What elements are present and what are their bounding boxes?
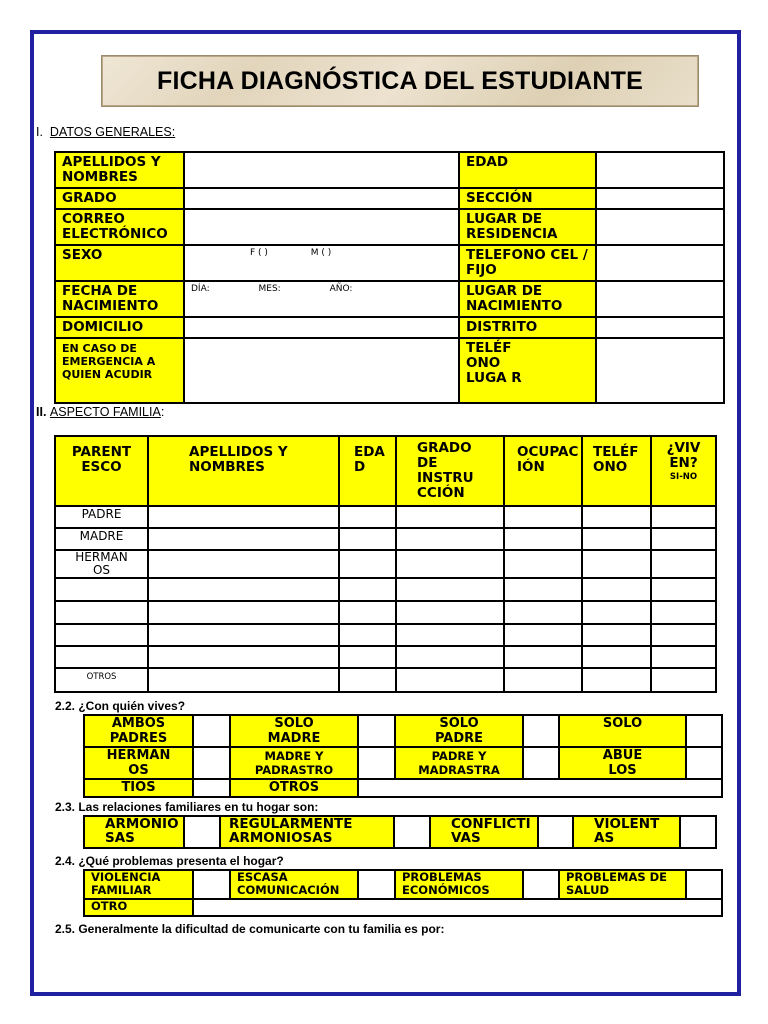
checkbox-problemas-economicos[interactable] — [523, 870, 559, 899]
dia-label: DÍA: — [191, 284, 210, 294]
cell[interactable] — [504, 601, 582, 624]
label-edad: EDAD — [459, 152, 596, 188]
page-title: FICHA DIAGNÓSTICA DEL ESTUDIANTE — [156, 66, 644, 95]
header-viven-sub: SI-NO — [669, 472, 698, 482]
row-label-blank — [55, 624, 148, 646]
checkbox-abuelos[interactable] — [686, 747, 722, 779]
sexo-m-option[interactable]: M ( ) — [310, 248, 332, 258]
family-table — [54, 435, 717, 693]
option-regularmente-armoniosas: REGULARMENTE ARMONIOSAS — [220, 816, 394, 848]
section-1-label: DATOS GENERALES: — [49, 125, 176, 139]
input-sexo[interactable] — [184, 245, 459, 281]
checkbox-solo-padre[interactable] — [523, 715, 559, 747]
cell[interactable] — [651, 528, 716, 550]
cell[interactable] — [582, 624, 651, 646]
cell[interactable] — [396, 506, 504, 528]
option-padre-madrastra: PADRE Y MADRASTRA — [395, 747, 523, 779]
cell[interactable] — [504, 528, 582, 550]
cell[interactable] — [148, 506, 339, 528]
row-label-blank — [55, 646, 148, 668]
input-apellidos[interactable] — [184, 152, 459, 188]
anio-label: AÑO: — [329, 284, 353, 294]
row-label-padre: PADRE — [55, 506, 148, 528]
cell[interactable] — [339, 624, 396, 646]
input-lugar-residencia[interactable] — [596, 209, 724, 245]
checkbox-violencia-familiar[interactable] — [193, 870, 230, 899]
cell[interactable] — [504, 578, 582, 601]
label-correo: CORREO ELECTRÓNICO — [55, 209, 184, 245]
option-violencia-familiar: VIOLENCIA FAMILIAR — [84, 870, 193, 899]
option-solo: SOLO — [559, 715, 686, 747]
input-lugar-nacimiento[interactable] — [596, 281, 724, 317]
lives-with-table — [83, 714, 723, 798]
q24-label: 2.4. ¿Qué problemas presenta el hogar? — [55, 854, 284, 868]
label-distrito: DISTRITO — [459, 317, 596, 338]
checkbox-problemas-salud[interactable] — [686, 870, 722, 899]
row-label-otros: OTROS — [55, 668, 148, 692]
checkbox-tios[interactable] — [193, 779, 230, 797]
sexo-f-option[interactable]: F ( ) — [250, 248, 268, 258]
checkbox-solo-madre[interactable] — [358, 715, 395, 747]
input-edad[interactable] — [596, 152, 724, 188]
label-fecha-nacimiento: FECHA DE NACIMIENTO — [55, 281, 184, 317]
input-otro[interactable] — [193, 899, 722, 916]
row-label-blank — [55, 601, 148, 624]
header-grado: GRADO DE INSTRU CCIÓN — [396, 436, 504, 506]
cell[interactable] — [651, 668, 716, 692]
input-grado[interactable] — [184, 188, 459, 209]
cell[interactable] — [504, 646, 582, 668]
checkbox-regularmente-armoniosas[interactable] — [394, 816, 430, 848]
label-domicilio: DOMICILIO — [55, 317, 184, 338]
section-2-heading — [36, 405, 164, 419]
q25-label: 2.5. Generalmente la dificultad de comunicarte con tu familia es por: — [55, 922, 445, 936]
option-armoniosas: ARMONIO SAS — [84, 816, 184, 848]
cell[interactable] — [148, 601, 339, 624]
option-otro: OTRO — [84, 899, 193, 916]
option-otros: OTROS — [230, 779, 358, 797]
cell[interactable] — [396, 578, 504, 601]
header-ocupacion: OCUPAC IÓN — [504, 436, 582, 506]
checkbox-hermanos[interactable] — [193, 747, 230, 779]
cell[interactable] — [582, 550, 651, 578]
option-violentas: VIOLENT AS — [573, 816, 680, 848]
input-domicilio[interactable] — [184, 317, 459, 338]
section-2-colon: : — [160, 405, 165, 419]
input-otros[interactable] — [358, 779, 722, 797]
cell[interactable] — [504, 550, 582, 578]
label-grado: GRADO — [55, 188, 184, 209]
checkbox-violentas[interactable] — [680, 816, 716, 848]
cell[interactable] — [148, 528, 339, 550]
cell[interactable] — [582, 646, 651, 668]
cell[interactable] — [339, 528, 396, 550]
cell[interactable] — [339, 646, 396, 668]
label-telef-lugar: TELÉF ONO LUGA R — [466, 340, 522, 386]
cell[interactable] — [148, 668, 339, 692]
checkbox-solo[interactable] — [686, 715, 722, 747]
cell[interactable] — [504, 624, 582, 646]
option-solo-padre: SOLO PADRE — [395, 715, 523, 747]
input-emergencia[interactable] — [184, 338, 459, 403]
general-data-table — [54, 151, 725, 404]
cell[interactable] — [396, 624, 504, 646]
section-2-number: II. — [36, 405, 47, 419]
cell[interactable] — [651, 506, 716, 528]
cell[interactable] — [148, 624, 339, 646]
option-solo-madre: SOLO MADRE — [230, 715, 358, 747]
label-lugar-residencia: LUGAR DE RESIDENCIA — [459, 209, 596, 245]
option-hermanos: HERMAN OS — [84, 747, 193, 779]
cell[interactable] — [339, 601, 396, 624]
label-emergencia: EN CASO DE EMERGENCIA A QUIEN ACUDIR — [55, 338, 184, 403]
cell[interactable] — [582, 506, 651, 528]
cell[interactable] — [339, 668, 396, 692]
option-escasa-comunicacion: ESCASA COMUNICACIÓN — [230, 870, 358, 899]
cell[interactable] — [396, 528, 504, 550]
option-abuelos: ABUE LOS — [559, 747, 686, 779]
cell[interactable] — [651, 550, 716, 578]
section-2-label: ASPECTO FAMILIA — [49, 405, 161, 419]
cell[interactable] — [396, 601, 504, 624]
cell[interactable] — [582, 601, 651, 624]
option-madre-padrastro: MADRE Y PADRASTRO — [230, 747, 358, 779]
header-viven — [651, 436, 716, 506]
input-telefono[interactable] — [596, 245, 724, 281]
cell[interactable] — [396, 646, 504, 668]
option-tios: TIOS — [84, 779, 193, 797]
cell[interactable] — [339, 506, 396, 528]
cell[interactable] — [582, 528, 651, 550]
header-viven-label: ¿VIV EN? — [666, 440, 701, 471]
input-fecha-nacimiento[interactable] — [184, 281, 459, 317]
checkbox-madre-padrastro[interactable] — [358, 747, 395, 779]
input-correo[interactable] — [184, 209, 459, 245]
cell[interactable] — [582, 578, 651, 601]
q22-label: 2.2. ¿Con quién vives? — [55, 699, 186, 713]
header-edad: EDA D — [339, 436, 396, 506]
label-sexo: SEXO — [55, 245, 184, 281]
label-lugar-nacimiento: LUGAR DE NACIMIENTO — [459, 281, 596, 317]
row-label-hermanos: HERMAN OS — [55, 550, 148, 578]
label-telef-lugar-cell — [459, 338, 596, 403]
checkbox-escasa-comunicacion[interactable] — [358, 870, 395, 899]
input-telef-lugar[interactable] — [596, 338, 724, 403]
cell[interactable] — [396, 668, 504, 692]
cell[interactable] — [339, 550, 396, 578]
problems-table — [83, 869, 723, 917]
label-seccion: SECCIÓN — [459, 188, 596, 209]
checkbox-ambos-padres[interactable] — [193, 715, 230, 747]
cell[interactable] — [339, 578, 396, 601]
row-label-madre: MADRE — [55, 528, 148, 550]
cell[interactable] — [148, 578, 339, 601]
q23-label: 2.3. Las relaciones familiares en tu hogar son: — [55, 800, 319, 814]
label-apellidos: APELLIDOS Y NOMBRES — [55, 152, 184, 188]
option-problemas-salud: PROBLEMAS DE SALUD — [559, 870, 686, 899]
row-label-blank — [55, 578, 148, 601]
cell[interactable] — [651, 646, 716, 668]
section-1-number: I. — [36, 125, 43, 139]
cell[interactable] — [651, 601, 716, 624]
cell[interactable] — [148, 550, 339, 578]
cell[interactable] — [582, 668, 651, 692]
header-parentesco: PARENT ESCO — [55, 436, 148, 506]
cell[interactable] — [504, 506, 582, 528]
title-banner — [101, 55, 699, 107]
option-conflictivas: CONFLICTI VAS — [430, 816, 538, 848]
checkbox-padre-madrastra[interactable] — [523, 747, 559, 779]
cell[interactable] — [651, 624, 716, 646]
relations-table — [83, 815, 717, 849]
option-problemas-economicos: PROBLEMAS ECONÓMICOS — [395, 870, 523, 899]
section-1-heading — [36, 125, 175, 139]
cell[interactable] — [504, 668, 582, 692]
checkbox-armoniosas[interactable] — [184, 816, 220, 848]
cell[interactable] — [148, 646, 339, 668]
input-seccion[interactable] — [596, 188, 724, 209]
input-distrito[interactable] — [596, 317, 724, 338]
header-apellidos: APELLIDOS Y NOMBRES — [148, 436, 339, 506]
option-ambos-padres: AMBOS PADRES — [84, 715, 193, 747]
label-telefono: TELEFONO CEL / FIJO — [459, 245, 596, 281]
cell[interactable] — [651, 578, 716, 601]
mes-label: MES: — [258, 284, 281, 294]
checkbox-conflictivas[interactable] — [538, 816, 573, 848]
header-telefono: TELÉF ONO — [582, 436, 651, 506]
cell[interactable] — [396, 550, 504, 578]
